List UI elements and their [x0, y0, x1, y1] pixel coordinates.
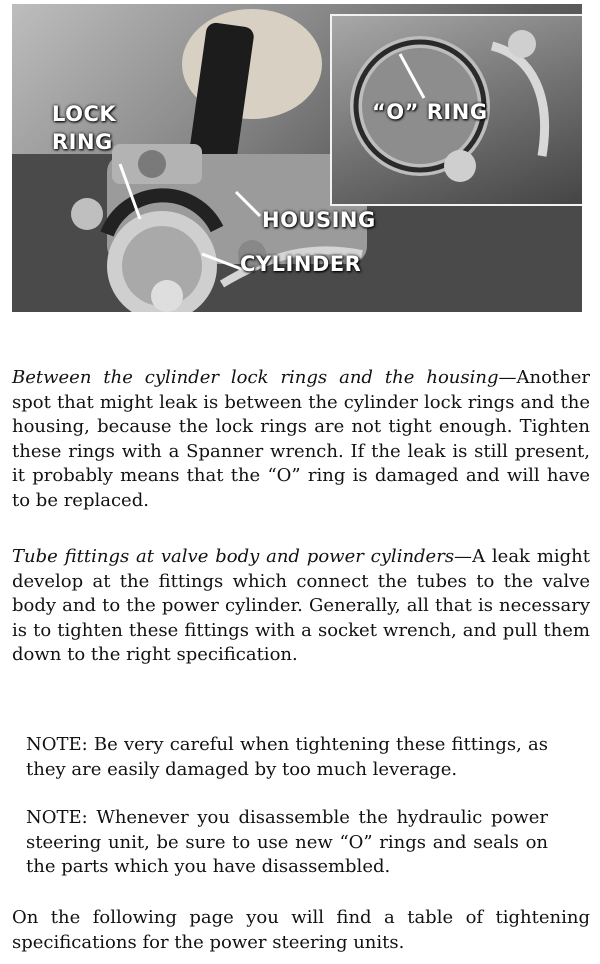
section-lead-in: Between the cylinder lock rings and the housing— [12, 367, 517, 388]
cylinder-label: CYLINDER [240, 252, 362, 276]
note-text: NOTE: Whenever you disassemble the hydraulic power steering unit, be sure to use new “O” rings and seals on the parts which you have disassembled. [26, 807, 548, 877]
note-text: NOTE: Be very careful when tightening these fittings, as they are easily damaged by too much leverage. [26, 734, 548, 780]
section-tube-fittings [12, 545, 590, 668]
section-lock-rings [12, 366, 590, 513]
section-body: Another spot that might leak is between the cylinder lock rings and the housing, because the lock rings are not tight enough. Tighten these rings with a Spanner wrench. If the leak is still present, it probably means that the “O” ring is damaged and will have to be replaced. [12, 367, 590, 511]
closing-text: On the following page you will find a table of tightening specifications for the power steering units. [12, 907, 590, 953]
section-body: A leak might develop at the fittings which connect the tubes to the valve body and to the power cylinder. Generally, all that is necessary is to tighten these fittings with a socket wrench, and pull them down to the right specification. [12, 546, 590, 665]
note-leverage [26, 733, 548, 782]
lock-ring-label-line1: LOCK [52, 102, 117, 126]
housing-label: HOUSING [262, 208, 376, 232]
section-lead-in: Tube fittings at valve body and power cylinders— [12, 546, 473, 567]
closing-paragraph [12, 906, 590, 955]
lock-ring-label [52, 100, 116, 156]
o-ring-inset [330, 14, 582, 206]
lock-ring-label-line2: RING [52, 130, 113, 154]
note-o-rings [26, 806, 548, 880]
steering-unit-photo [12, 4, 582, 312]
o-ring-label: “O” RING [372, 100, 488, 124]
